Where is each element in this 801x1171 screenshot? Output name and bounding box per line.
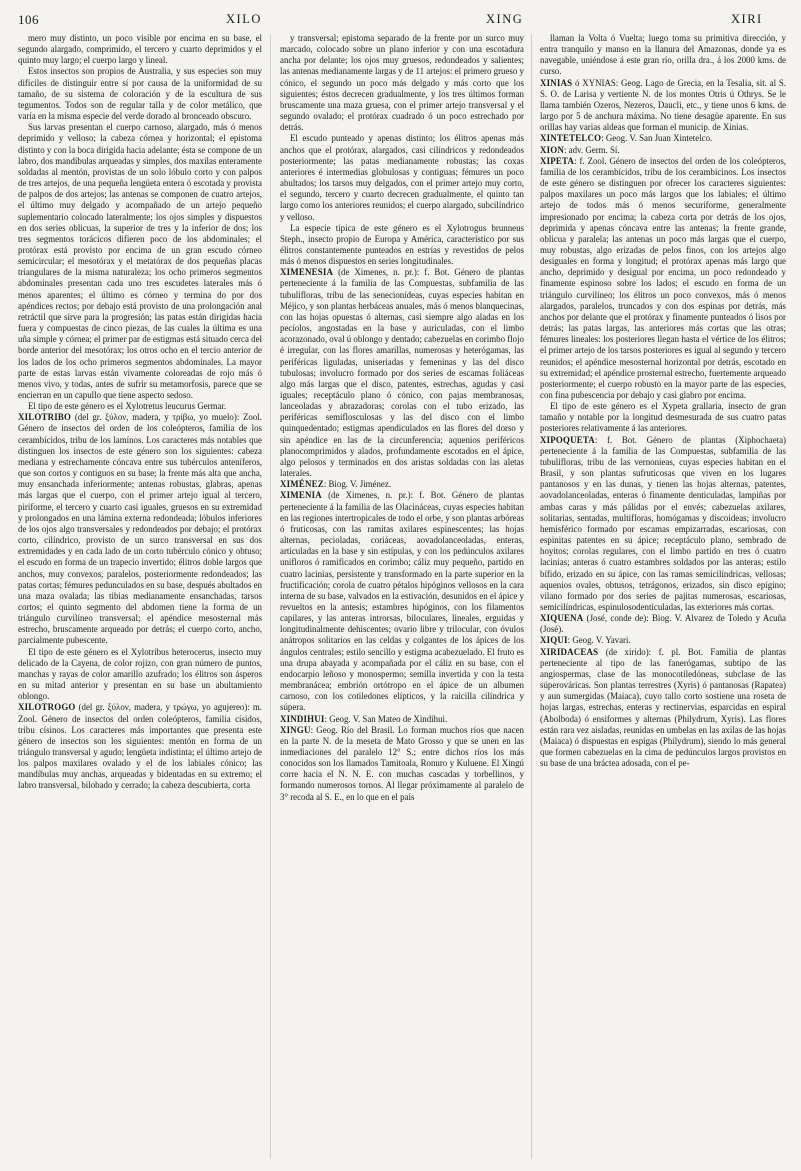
paragraph-text: : f. Bot. Género de plantas (Xiphochaeta) perteneciente á la familia de las Compuestas, subfamilia de las tubulifloras, tribu de las vernonieas, cuyas especies habitan en el Brasil, y son plantas sufruticosas que viven en los lugares pantanosos y en las dunas, y tienen las hojas alternas, patentes, aovadolanceoladas, enteras ó finamente denticuladas, lampiñas por ambas caras y más pálidas por el envés; cabezuelas axilares, solitarias, sentadas, multifloras, homógamas y discoideas; involucro hemisférico formado por escamas empizarradas, escariosas, con espinitas patentes en su ápice; receptáculo plano, sembrado de hoyitos; corolas regulares, con el limbo partido en tres ó cuatro lacinias; anteras ó cuatro estambres soldados por las anteras; estilo bífido, erizado en su ápice, con las ramas semicilíndricas, vellosas; aquenios ovales, obtusos, tetrágonos, erizados, sin disco epígino; vilano formado por dos series de pajitas numerosas, escariosas, semicilíndricas, espinulosodenticuladas, las exteriores más cortas. bbox=[540, 434, 786, 612]
dictionary-entry bbox=[540, 635, 786, 646]
entry-headword: XIRIDACEAS bbox=[540, 646, 599, 657]
entry-headword: XINGU bbox=[280, 724, 311, 735]
paragraph-text: ó XYNIAS: Geog. Lago de Grecia, en la Tesalia, sit. al S. S. O. de Larisa y vertiente N. de los montes Otris ú Othrys. Se le llama también Ozeros, Nezeros, Daucli, etc., y tiene unos 6 kms. de largo por 5 de anchura máxima. No tiene desagüe aparente. En sus orillas hay varias aldeas que forman el municip. de Xinias. bbox=[540, 77, 786, 133]
body-paragraph bbox=[18, 647, 262, 703]
paragraph-text: El escudo punteado y apenas distinto; los élitros apenas más anchos que el protórax, alargados, casi cilíndricos y redondeados posteriormente; las patas medianamente robustas; las coxas anteriores é intermedias globulosas y contiguas; fémures un poco abultados; los tarsos muy delgados, con el primer artejo muy corto, el segundo, tercero y cuarto decrecen gradualmente, el quinto tan largo como los anteriores reunidos; el cuerpo alargado, subcilíndrico y velloso. bbox=[280, 133, 524, 222]
entry-headword: XINDIHUI bbox=[280, 713, 325, 724]
paragraph-text: : Geog. V. San Mateo de Xindihui. bbox=[324, 713, 448, 724]
paragraph-text: : Geog. V. San Juan Xintetelco. bbox=[601, 133, 713, 144]
paragraph-text: El tipo de este género es el Xylotribus heterocerus, insecto muy delicado de la Cayena, de color rojizo, con gran número de puntos, manchas y rayas de color amarillo azufrado; los élitros son ásperos en su mitad anterior y presentan en su base un abultamiento oblongo. bbox=[18, 646, 262, 702]
column-divider bbox=[531, 34, 532, 1159]
paragraph-text: (del gr. ξύλον, madera, y τρίβω, yo muelo): Zool. Género de insectos del orden de los coleópteros, familia de los cerambícidos, tribu de los lamínos. Los caracteres más notables que distinguen los insectos de este género son los siguientes: cabeza mediana y estrechamente cóncava entre sus tubérculos anteníferos, que son cortos y contiguos en su base; la frente más alta que ancha, muy ensanchada inferiormente; antenas robustas, glabras, apenas más largas que el cuerpo, con el primer artejo igual al tercero, piriforme, el tercero y cuarto casi iguales, gruesos en su extremidad y prolongados en una lámina externa redondeada; lóbulos inferiores de los ojos algo transversales y redondeados por debajo; el protórax corto, cilíndrico, provisto de un surco transversal en sus dos extremidades y en cada lado de un corto tubérculo cónico y obtuso; el escudo en forma de un trapecio invertido; élitros doble largos que anchos, muy convexos, paralelos, posteriormente redondeados; las patas cortas; fémures pedunculados en su base, después abultados en una maza ovalada; las tibias medianamente ensanchadas, tarsos cortos; el quinto segmento del abdomen tiene la forma de un triángulo curvilíneo transversal; el apéndice mesosternal más estrecho, bruscamente arqueado por detrás; el cuerpo corto, ancho, parcialmente pubescente. bbox=[18, 412, 262, 646]
body-paragraph bbox=[280, 133, 524, 222]
dictionary-entry bbox=[540, 613, 786, 635]
entry-headword: XIQUENA bbox=[540, 613, 584, 624]
running-head-left: XILO bbox=[226, 12, 262, 26]
paragraph-text: : adv. Germ. Sí. bbox=[563, 144, 620, 155]
paragraph-text: llaman la Volta ó Vuelta; luego toma su primitiva dirección, y entra tranquilo y manso en la llanura del Amazonas, donde ya es navegable, uniéndose á este gran río, orilla dra., á los 2000 kms. de curso. bbox=[540, 33, 786, 77]
paragraph-text: Sus larvas presentan el cuerpo carnoso, alargado, más ó menos deprimido y velloso; la cabeza córnea y horizontal; el epistoma distinto y con la boca dirigida hacia adelante; ésta se compone de un labro, dos mandíbulas arqueadas y simples, dos maxilas enteramente soldadas al mentón, provistas de un solo lóbulo corto y con palpos de tres artejos, de una pequeña lengüeta entera ó escotada y provista de palpos de dos artejos; las antenas se componen de cuatro artejos, el último muy delgado y acompañado de un artejo pequeño suplementario colocado lateralmente; los ojos simples y dispuestos en dos series oblicuas, la superior de tres y la inferior de dos; los tres segmentos torácicos difieren poco de los abdominales; el protórax está provisto por encima de un gran escudo córneo semicircular; el mesotórax y el metatórax de dos pequeñas placas triangulares de la misma naturaleza; los ocho primeros segmentos abdominales presentan cada uno tres escudetes laterales más ó menos aparentes; el último es córneo y termina do por dos apéndices rectos; por debajo está provisto de una prolongación anal retráctil que sirve para la progresión; las patas están dirigidas hacia fuera y compuestas de cinco piezas, de las cuales la última es una uña simple y córnea; el primer par de estigmas está situado cerca del borde anterior del mesotórax; los otros ocho en el tercio anterior de los lados de los ocho primeros segmentos abdominales. La mayor parte de estas larvas están vivamente coloreadas de rojo más ó menos vivo, y todas, antes de sufrir su metamorfosis, parece que se encierran en un capullo que tiene aspecto sedoso. bbox=[18, 122, 262, 400]
entry-headword: XIQUI bbox=[540, 635, 568, 646]
dictionary-entry bbox=[18, 702, 262, 791]
column-left bbox=[18, 33, 262, 1165]
page-number: 106 bbox=[18, 12, 39, 27]
entry-headword: XIMÉNEZ bbox=[280, 479, 324, 490]
running-head-right: XIRI bbox=[731, 12, 763, 26]
dictionary-entry bbox=[280, 267, 524, 479]
dictionary-entry bbox=[540, 78, 786, 134]
dictionary-entry bbox=[280, 479, 524, 490]
body-paragraph bbox=[540, 401, 786, 434]
entry-headword: XILOTRIBO bbox=[18, 412, 72, 423]
entry-headword: XIPETA bbox=[540, 155, 575, 166]
paragraph-text: (de Ximenes, n. pr.): f. Bot. Género de plantas perteneciente á la familia de las Olacináceas, cuyas especies habitan en las regiones intertropicales de todo el orbe, y son plantas arbóreas ó fruticosas, con las ramitas axilares espinescentes; las hojas alternas, pecioladas, coriáceas, aovadolanceoladas, enteras, articuladas en la base y sin estípulas, y con los pedúnculos axilares unifloros ó ramificados en corimbo; cáliz muy pequeño, partido en cuatro lacinias, persistente y transformado en la parte superior en la fructificación; corola de cuatro pétalos hipóginos vellosos en la cara interna de su base, valvados en la estivación, desunidos en el ápice y revueltos en la antesis; estambres hipóginos, con los filamentos capilares, y las anteras introrsas, biloculares, lineales, erguidas y longitudinalmente dehiscentes; ovario libre y trilocular, con óvulos anátropos solitarios en las celdas y colgantes de los ápices de los ángulos centrales; estilo sencillo y estigma acabezuelado. El fruto es una drupa abayada y acompañada por el cáliz en su base, con el endocarpio leñoso y monospermo; semilla invertida y con la testa membranácea; embrión ortótropo en el ápice de un albumen carnoso, con los cotiledones elípticos, y la raicilla cilíndrica y súpera. bbox=[280, 490, 524, 713]
entry-headword: XION bbox=[540, 144, 564, 155]
body-paragraph bbox=[18, 33, 262, 66]
column-middle bbox=[280, 33, 524, 1165]
column-right bbox=[540, 33, 786, 1165]
paragraph-text: : Geog. V. Yavari. bbox=[567, 635, 631, 646]
entry-headword: XIMENESIA bbox=[280, 267, 334, 278]
paragraph-text: Estos insectos son propios de Australia, y sus especies son muy difíciles de distinguir entre sí por causa de la uniformidad de su tamaño, de su sistema de coloración y de la escultura de sus tegumentos. Todos son de regular talla y de color metálico, que varía en la misma especie del verde dorado al bronceado obscuro. bbox=[18, 66, 262, 122]
paragraph-text: (de Ximenes, n. pr.): f. Bot. Género de plantas perteneciente á la familia de las Compuestas, subfamilia de las tubulifloras, tribu de las senecionídeas, cuyas especies habitan en Méjico, y son plantas herbáceas anuales, más ó menos blanquecinas, con las hojas opuestas ó alternas, casi siempre algo aladas en los pecíolos, angostadas en la base y auriculadas, con el limbo acorazonado, oval ú oblongo y dentado; cabezuelas en corimbo flojo é irregular, con las flores amarillas, numerosas y heterógamas, las periféricas liguladas, uniseriadas y femeninas y las del disco tubulosas; involucro formado por dos series de escamas foliáceas algo más largas que el disco, patentes, estrechas, agudas y casi iguales; receptáculo plano ó cónico, con pajas membranosas, lanceoladas y abrazadoras; corolas con el tubo erizado, las periféricas semiflosculosas y las del disco con el limbo quinquedentado; estigmas apendiculados en las flores del dorso y sin apéndice en las de la circunferencia; aquenios periféricos planocomprimidos y alados, profundamente escotados en el ápice, algo pelosos y terminados en dos aristas soldadas con las aletas laterales. bbox=[280, 267, 524, 479]
paragraph-text: (del gr. ξύλον, madera, y τρώγω, yo agujereo): m. Zool. Género de insectos del orden coleópteros, familia císidos, tribu císinos. Los caracteres más importantes que presenta este género de insectos son los siguientes: mentón en forma de un triángulo transversal y agudo; lengüeta indistinta; el último artejo de los palpos maxilares ovalado y el de los labiales cónico; las mandíbulas muy anchas, arqueadas y bidentadas en su extremo; el labro transversal, bilobado y cerrado; la cabeza descubierta, corta bbox=[18, 702, 262, 791]
dictionary-entry bbox=[540, 145, 786, 156]
body-paragraph bbox=[280, 33, 524, 133]
paragraph-text: (de xirido): f. pl. Bot. Familia de plantas perteneciente al tipo de las fanerógamas, subtipo de las angiospermas, clase de las monocotiledóneas, subclase de las súperováricas. Son plantas terrestres (Xyris) ó pantanosas (Rapatea) y aun sumergidas (Maiaca), cuyo tallo corto sostiene una roseta de hojas largas, estrechas, enteras y rectinervias, esparcidas en espiral (Abolboda) ó ensiformes y alternas (Philydrum, Xyris). Las flores están rara vez aisladas, reunidas en umbelas en las axilas de las hojas (Maiaca) ó dispuestas en espigas (Philydrum), siendo lo más general que formen cabezuelas en la cima de pedúnculos largos provistos en su base de una bráctea adosada, con el pe- bbox=[540, 646, 786, 769]
paragraph-text: : Geog. Río del Brasil. Lo forman muchos ríos que nacen en la parte N. de la meseta de Mato Grosso y que se unen en las inmediaciones del paralelo 12° S.; entre dichos ríos los más conocidos son los llamados Tamitoala, Ronuro y Kuluene. El Xingú corre hacia el N. N. E. con muchas cascadas y torbellinos, y formando numerosos tornos. Al llegar próximamente al paralelo de 3° recoda al S. E., en lo que en el país bbox=[280, 724, 524, 802]
body-paragraph bbox=[280, 223, 524, 268]
dictionary-entry bbox=[540, 435, 786, 614]
entry-headword: XILOTROGO bbox=[18, 702, 76, 713]
entry-headword: XIMENIA bbox=[280, 490, 322, 501]
paragraph-text: mero muy distinto, un poco visible por encima en su base, el segundo alargado, comprimido, el tercero y cuarto deprimidos y el quinto muy largo; el cuerpo largo y lineal. bbox=[18, 33, 262, 66]
body-paragraph bbox=[18, 122, 262, 401]
entry-headword: XINTETELCO bbox=[540, 133, 602, 144]
paragraph-text: : f. Zool. Género de insectos del orden de los coleópteros, familia de los cerambícidos, tribu de los cerambicinos. Los insectos de este género se distinguen por ofrecer los caracteres siguientes: palpos maxilares un poco más largos que los labiales; el último artejo de todos más ó menos securiforme, generalmente impresionado por encima; la cabeza corta por detrás de los ojos, deprimida y apenas cóncava entre las antenas; la frente grande, oblicua y paralela; las antenas un poco más largas que el cuerpo, muy robustas, algo erizadas de pelos finos, con los artejos algo desiguales en forma y longitud; el protórax apenas más largo que ancho, deprimido y desigual por encima, un poco redondeado y finamente espinoso sobre los lados; el escudo en forma de un triángulo curvilíneo; los élitros un poco convexos, más ó menos alargados, paralelos, truncados y con dos espinas por detrás, más anchos por delante que el protórax y finamente punteados ó lisos por detrás; las patas largas, las anteriores más cortas que las otras; fémures lineales: los posteriores llegan hasta el vértice de los élitros; el primer artejo de los tarsos posteriores es igual al segundo y tercero reunidos; el apéndice mesosternal horizontal por detrás, escotado en su extremidad; el apéndice prosternal estrecho, fuertemente arqueado posteriormente; el cuerpo robusto en la mayor parte de las especies, con fina pubescencia por debajo y casi glabro por encima. bbox=[540, 155, 786, 400]
dictionary-entry bbox=[280, 490, 524, 713]
paragraph-text: El tipo de este género es el Xylotretus leucurus Germar. bbox=[28, 401, 227, 412]
paragraph-text: El tipo de este género es el Xypeta grallaria, insecto de gran tamaño y notable por la longitud desmesurada de sus cuatro patas posteriores relativamente á las anteriores. bbox=[540, 401, 786, 434]
paragraph-text: y transversal; epistoma separado de la frente por un surco muy marcado, colocado sobre un plano inferior y con una escotadura ancha por delante; los ojos muy gruesos, redondeados y salientes; las antenas medianamente largas y de 11 artejos: el primero grueso y cónico, el segundo un poco más delgado y más corto que los siguientes; éstos decrecen gradualmente, y los tres últimos forman bruscamente una maza gruesa, con el primer artejo transversal y el segundo ovalado; el protórax cuadrado ó un poco estrechado por detrás. bbox=[280, 33, 524, 133]
dictionary-entry bbox=[540, 156, 786, 401]
dictionary-entry bbox=[280, 714, 524, 725]
page-header bbox=[0, 0, 801, 34]
body-paragraph bbox=[18, 66, 262, 122]
dictionary-entry bbox=[540, 647, 786, 770]
dictionary-entry bbox=[280, 725, 524, 803]
paragraph-text: (José, conde de): Biog. V. Alvarez de Toledo y Acuña (José). bbox=[540, 613, 786, 635]
entry-headword: XIPOQUETA bbox=[540, 434, 595, 445]
paragraph-text: : Biog. V. Jiménez. bbox=[323, 479, 392, 490]
dictionary-entry bbox=[18, 412, 262, 646]
paragraph-text: La especie típica de este género es el Xylotrogus brunneus Steph., insecto propio de Europa y América, característico por sus élitros constantemente punteados en estrías y revestidos de pelos más ó menos dispuestos en series longitudinales. bbox=[280, 222, 524, 267]
entry-headword: XINIAS bbox=[540, 77, 573, 88]
column-divider bbox=[270, 34, 271, 1159]
body-paragraph bbox=[540, 33, 786, 78]
body-paragraph bbox=[18, 401, 262, 412]
running-head-center: XING bbox=[486, 12, 524, 26]
dictionary-entry bbox=[540, 133, 786, 144]
